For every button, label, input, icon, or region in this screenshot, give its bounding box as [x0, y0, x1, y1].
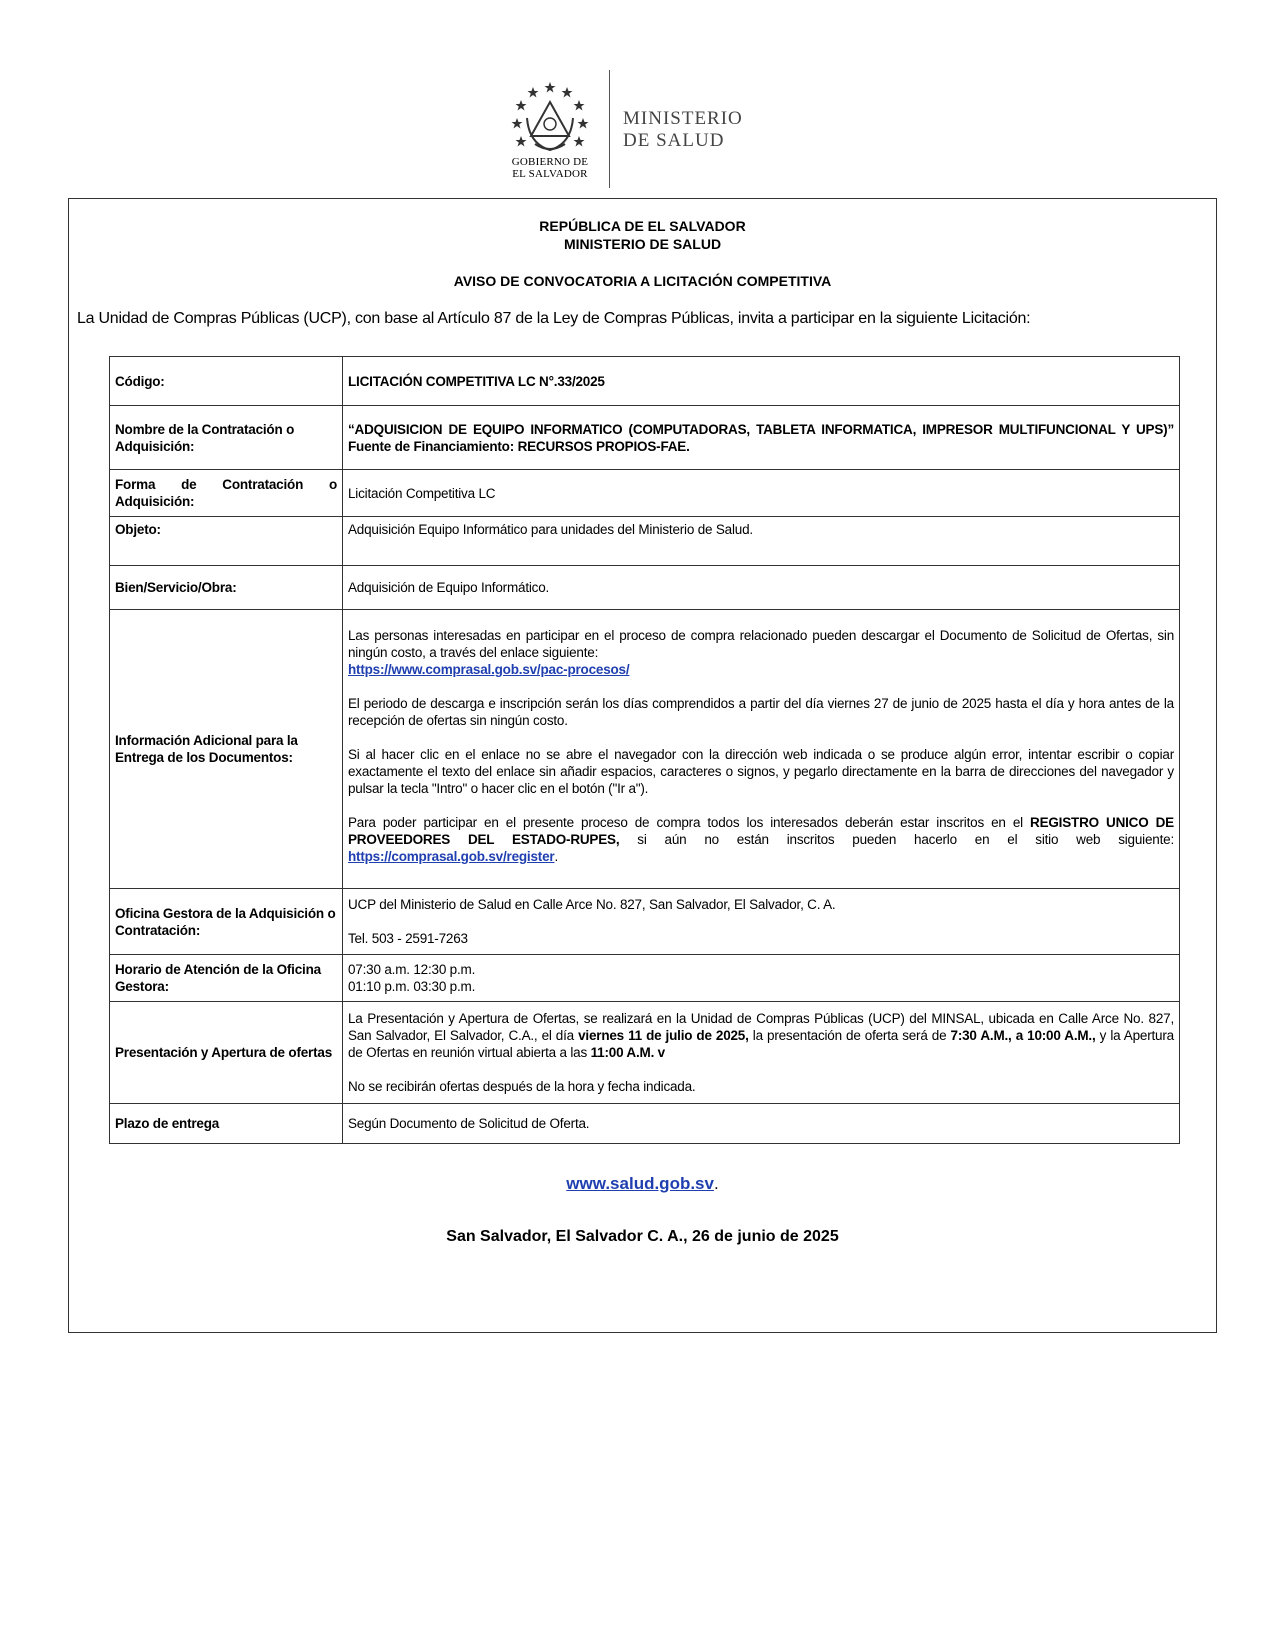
table-row [110, 566, 1180, 610]
oficina-label: Oficina Gestora de la Adquisición o Contratación: [110, 889, 343, 955]
notice-title: AVISO DE CONVOCATORIA A LICITACIÓN COMPETITIVA [453, 273, 832, 289]
horario-value [343, 955, 1180, 1002]
tender-details-table [109, 356, 1180, 1144]
info-paragraph-3: Si al hacer clic en el enlace no se abre el navegador con la dirección web indicada o se produce algún error, intentar escribir o copiar exactamente el texto del enlace sin añadir espacios, caracteres o signos, y pegarlo directamente en la barra de direcciones del navegador y pulsar la tecla "Intro" o hacer clic en el botón ("Ir a"). [348, 747, 1174, 796]
objeto-value: Adquisición Equipo Informático para unidades del Ministerio de Salud. [343, 517, 1180, 566]
oficina-address: UCP del Ministerio de Salud en Calle Arce No. 827, San Salvador, El Salvador, C. A. [348, 897, 836, 912]
objeto-label: Objeto: [110, 517, 343, 566]
info-paragraph-4: Para poder participar en el presente proceso de compra todos los interesados deberán estar inscritos en el REGISTRO UNICO DE PROVEEDORES DEL ESTADO-RUPES, si aún no están inscritos pueden hacerlo en el sitio web siguiente: https://comprasal.gob.sv/register. [348, 815, 1174, 864]
info-paragraph-1: Las personas interesadas en participar en el proceso de compra relacionado pueden descargar el Documento de Solicitud de Ofertas, sin ningún costo, a través del enlace siguiente: [348, 628, 1174, 660]
date-line: San Salvador, El Salvador C. A., 26 de junio de 2025 [446, 1228, 839, 1245]
website-line: www.salud.gob.sv. [566, 1174, 719, 1193]
notice-frame [68, 198, 1217, 1333]
table-row [110, 470, 1180, 517]
plazo-label: Plazo de entrega [110, 1104, 343, 1144]
ministry-name: MINISTERIO DE SALUD [623, 108, 743, 151]
codigo-value: LICITACIÓN COMPETITIVA LC N°.33/2025 [343, 357, 1180, 406]
government-name: GOBIERNO DE EL SALVADOR [511, 156, 589, 180]
info-value [343, 610, 1180, 889]
logo-divider [609, 70, 610, 188]
nombre-label: Nombre de la Contratación o Adquisición: [110, 406, 343, 470]
horario-morning: 07:30 a.m. 12:30 p.m. [348, 962, 476, 977]
oficina-value [343, 889, 1180, 955]
intro-text: La Unidad de Compras Públicas (UCP), con base al Artículo 87 de la Ley de Compras Públicas, invita a participar en la siguiente Licitación: [77, 310, 1031, 327]
ministry-heading: MINISTERIO DE SALUD [563, 236, 722, 252]
coat-of-arms-icon [505, 78, 595, 168]
bien-value: Adquisición de Equipo Informático. [343, 566, 1180, 610]
website-link[interactable]: www.salud.gob.sv [566, 1174, 714, 1193]
oficina-phone: Tel. 503 - 2591-7263 [348, 931, 468, 946]
nombre-value: “ADQUISICION DE EQUIPO INFORMATICO (COMPUTADORAS, TABLETA INFORMATICA, IMPRESOR MULTIFUNCIONAL Y UPS)” Fuente de Financiamiento: RECURSOS PROPIOS-FAE. [343, 406, 1180, 470]
presentacion-value [343, 1002, 1180, 1104]
table-row [110, 889, 1180, 955]
plazo-value: Según Documento de Solicitud de Oferta. [343, 1104, 1180, 1144]
republic-heading: REPÚBLICA DE EL SALVADOR [539, 218, 746, 234]
forma-label: Forma de Contratación o Adquisición: [110, 470, 343, 517]
presentacion-label: Presentación y Apertura de ofertas [110, 1002, 343, 1104]
rupes-registry-text: REGISTRO UNICO DE PROVEEDORES DEL ESTADO-RUPES, [348, 815, 1174, 847]
info-paragraph-2: El periodo de descarga e inscripción serán los días comprendidos a partir del día viernes 27 de junio de 2025 hasta el día y hora antes de la recepción de ofertas sin ningún costo. [348, 696, 1174, 728]
bien-label: Bien/Servicio/Obra: [110, 566, 343, 610]
presentacion-paragraph: La Presentación y Apertura de Ofertas, se realizará en la Unidad de Compras Públicas (UCP) del MINSAL, ubicada en Calle Arce No. 827, San Salvador, El Salvador, C.A., el día viernes 11 de julio de 2025, la presentación de oferta será de 7:30 A.M., a 10:00 A.M., y la Apertura de Ofertas en reunión virtual abierta a las 11:00 A.M. v [348, 1011, 1174, 1060]
info-label: Información Adicional para la Entrega de los Documentos: [110, 610, 343, 889]
table-row [110, 517, 1180, 566]
table-row [110, 1104, 1180, 1144]
horario-label: Horario de Atención de la Oficina Gestora: [110, 955, 343, 1002]
codigo-label: Código: [110, 357, 343, 406]
table-row [110, 406, 1180, 470]
table-row [110, 955, 1180, 1002]
forma-value: Licitación Competitiva LC [343, 470, 1180, 517]
comprasal-register-link[interactable]: https://comprasal.gob.sv/register [348, 849, 555, 864]
presentacion-note: No se recibirán ofertas después de la hora y fecha indicada. [348, 1079, 696, 1094]
table-row [110, 610, 1180, 889]
ministry-logo [505, 70, 745, 190]
comprasal-procesos-link[interactable]: https://www.comprasal.gob.sv/pac-procesos/ [348, 662, 630, 677]
table-row [110, 357, 1180, 406]
table-row [110, 1002, 1180, 1104]
horario-afternoon: 01:10 p.m. 03:30 p.m. [348, 979, 476, 994]
